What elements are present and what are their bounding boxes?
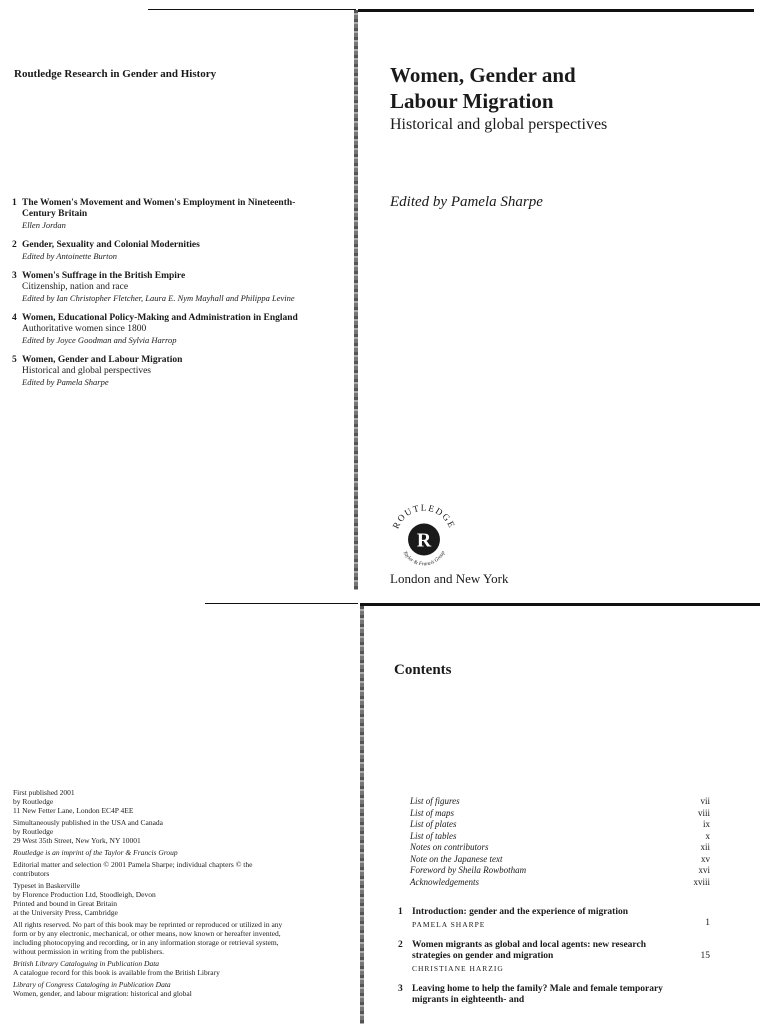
chapter-page: 15 <box>700 951 710 961</box>
series-item-number: 5 <box>12 355 17 365</box>
prelim-page: xii <box>700 842 710 852</box>
contents-heading: Contents <box>394 662 452 678</box>
imprint-line: Typeset in Baskerville <box>13 881 80 890</box>
prelim-page: xviii <box>693 876 710 887</box>
series-item-title: Women, Educational Policy-Making and Administration in England <box>22 313 298 323</box>
chapter-page: 1 <box>705 918 710 928</box>
prelim-row <box>410 877 710 889</box>
chapter-list <box>398 907 710 1016</box>
chapter-author: PAMELA SHARPE <box>412 920 486 929</box>
imprint-line: All rights reserved. No part of this book may be reprinted or reproduced or utilized in any form or by any electronic, mechanical, or other means, now known or hereafter invented, including photocopying and recording, or in any information storage or retrieval system, without permission in writing from the publishers. <box>13 920 283 956</box>
prelim-row <box>410 854 710 866</box>
svg-text:R: R <box>416 529 432 552</box>
series-item <box>12 271 302 304</box>
series-item-editor: Edited by Joyce Goodman and Sylvia Harrop <box>22 335 177 345</box>
imprint-line: Routledge is an imprint of the Taylor & Francis Group <box>13 848 178 857</box>
chapter-entry <box>398 907 710 930</box>
imprint-line: Women, gender, and labour migration: historical and global <box>13 989 192 998</box>
imprint-line: by Florence Production Ltd, Stoodleigh, Devon <box>13 890 156 899</box>
bottom-page-edge-right <box>360 603 760 606</box>
imprint-line: First published 2001 <box>13 788 75 797</box>
prelim-page: x <box>705 830 710 841</box>
top-page-edge-left <box>148 9 356 10</box>
imprint-line: Printed and bound in Great Britain <box>13 899 117 908</box>
imprint-line: 29 West 35th Street, New York, NY 10001 <box>13 836 141 845</box>
prelim-row <box>410 808 710 820</box>
publisher-place: London and New York <box>390 571 509 586</box>
prelim-label: Notes on contributors <box>410 842 489 852</box>
book-title-line-2: Labour Migration <box>390 89 554 113</box>
prelim-row <box>410 865 710 877</box>
chapter-author: CHRISTIANE HARZIG <box>412 964 504 973</box>
series-title: Routledge Research in Gender and History <box>14 68 217 80</box>
routledge-logo-icon <box>386 500 462 576</box>
prelim-label: Acknowledgements <box>410 876 479 887</box>
prelim-row <box>410 796 710 808</box>
chapter-title: Introduction: gender and the experience of migration <box>412 907 629 917</box>
series-item-title: Gender, Sexuality and Colonial Modernities <box>22 240 200 250</box>
prelim-page: ix <box>702 819 710 829</box>
series-item-number: 4 <box>12 313 17 323</box>
imprint-line: Library of Congress Cataloging in Publication Data <box>13 980 171 989</box>
series-item-subtitle: Historical and global perspectives <box>22 366 152 376</box>
series-item <box>12 240 302 262</box>
imprint-line: Editorial matter and selection © 2001 Pamela Sharpe; individual chapters © the contributors <box>13 860 253 878</box>
top-gutter <box>354 10 358 590</box>
bottom-gutter <box>360 606 364 1024</box>
imprint-line: A catalogue record for this book is available from the British Library <box>13 968 220 977</box>
series-item-editor: Ellen Jordan <box>22 220 66 230</box>
book-editor: Edited by Pamela Sharpe <box>390 194 543 210</box>
chapter-entry <box>398 984 710 1006</box>
prelim-label: List of figures <box>410 796 460 806</box>
chapter-number: 1 <box>398 907 403 917</box>
imprint-line: Simultaneously published in the USA and Canada <box>13 818 163 827</box>
series-item <box>12 198 302 231</box>
prelim-page: xv <box>701 853 710 864</box>
logo-tagline: Taylor & Francis Group <box>401 550 447 568</box>
series-item-editor: Edited by Ian Christopher Fletcher, Laura E. Nym Mayhall and Philippa Levine <box>22 293 295 303</box>
prelim-page: viii <box>697 807 710 818</box>
prelim-row <box>410 831 710 843</box>
chapter-title: Women migrants as global and local agents: new research strategies on gender and migration <box>412 940 646 961</box>
imprint-line: British Library Cataloguing in Publication Data <box>13 959 160 968</box>
prelims-list <box>410 796 710 888</box>
logo-wordmark: ROUTLEDGE <box>390 502 458 531</box>
series-item-subtitle: Citizenship, nation and race <box>22 282 129 292</box>
series-item-number: 1 <box>12 198 17 208</box>
series-item-subtitle: Authoritative women since 1800 <box>22 324 147 334</box>
chapter-entry <box>398 940 710 974</box>
imprint-line: at the University Press, Cambridge <box>13 908 118 917</box>
chapter-number: 3 <box>398 984 403 994</box>
top-page-edge-right <box>358 9 754 12</box>
book-subtitle: Historical and global perspectives <box>390 116 608 133</box>
prelim-label: List of maps <box>410 807 455 818</box>
prelim-label: List of tables <box>410 830 457 841</box>
series-item-title: The Women's Movement and Women's Employment in Nineteenth-Century Britain <box>22 198 296 219</box>
imprint-line: by Routledge <box>13 797 54 806</box>
prelim-page: vii <box>700 796 710 806</box>
imprint-line: by Routledge <box>13 827 54 836</box>
prelim-row <box>410 819 710 831</box>
imprint-line: 11 New Fetter Lane, London EC4P 4EE <box>13 806 134 815</box>
prelim-label: Foreword by Sheila Rowbotham <box>410 865 527 875</box>
prelim-label: List of plates <box>410 819 457 829</box>
chapter-number: 2 <box>398 940 403 950</box>
series-item-number: 3 <box>12 271 17 281</box>
imprint-block <box>13 788 283 1001</box>
book-title-line-1: Women, Gender and <box>390 63 576 87</box>
series-item <box>12 355 302 388</box>
series-item-editor: Edited by Pamela Sharpe <box>22 377 109 387</box>
series-item-number: 2 <box>12 240 17 250</box>
series-item-title: Women, Gender and Labour Migration <box>22 355 183 365</box>
book-title <box>390 62 576 114</box>
series-list <box>12 198 302 397</box>
series-item <box>12 313 302 346</box>
series-item-title: Women's Suffrage in the British Empire <box>22 271 186 281</box>
chapter-title: Leaving home to help the family? Male and female temporary migrants in eighteenth- and <box>412 984 663 1005</box>
bottom-page-edge-left <box>205 603 358 604</box>
prelim-label: Note on the Japanese text <box>410 853 503 864</box>
series-item-editor: Edited by Antoinette Burton <box>22 251 117 261</box>
prelim-page: xvi <box>698 865 710 875</box>
prelim-row <box>410 842 710 854</box>
